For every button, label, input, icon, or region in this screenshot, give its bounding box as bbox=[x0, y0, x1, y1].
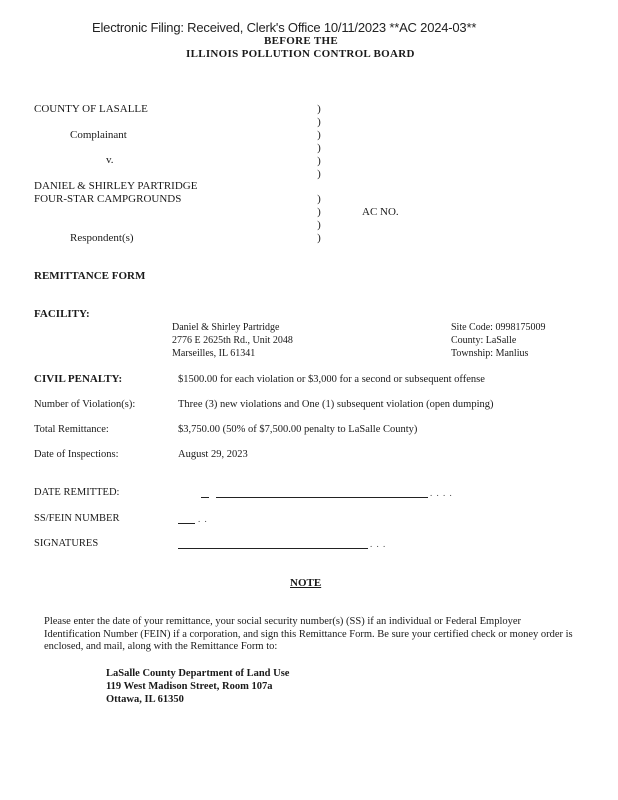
inspection-date-label: Date of Inspections: bbox=[34, 449, 119, 460]
note-title: NOTE bbox=[290, 577, 322, 589]
facility-township: Township: Manlius bbox=[451, 348, 529, 359]
caption-ac-number: AC NO. bbox=[362, 206, 399, 218]
caption-respondent-name-1: DANIEL & SHIRLEY PARTRIDGE bbox=[34, 180, 198, 192]
date-remitted-line-dots: . . . . bbox=[430, 488, 453, 498]
caption-paren: ) bbox=[317, 155, 321, 167]
facility-county: County: LaSalle bbox=[451, 335, 517, 346]
facility-address-line-2: 2776 E 2625th Rd., Unit 2048 bbox=[172, 335, 293, 346]
mail-to-line-3: Ottawa, IL 61350 bbox=[106, 694, 184, 705]
mail-to-line-1: LaSalle County Department of Land Use bbox=[106, 668, 290, 679]
num-violations-value: Three (3) new violations and One (1) subsequent violation (open dumping) bbox=[178, 399, 494, 410]
caption-complainant: Complainant bbox=[70, 129, 127, 141]
signature-line[interactable] bbox=[178, 548, 368, 549]
civil-penalty-label: CIVIL PENALTY: bbox=[34, 373, 123, 385]
caption-respondent-name-2: FOUR-STAR CAMPGROUNDS bbox=[34, 193, 182, 205]
caption-paren: ) bbox=[317, 116, 321, 128]
total-remittance-value: $3,750.00 (50% of $7,500.00 penalty to LaSalle County) bbox=[178, 424, 418, 435]
inspection-date-value: August 29, 2023 bbox=[178, 449, 248, 460]
heading-line-1: BEFORE THE bbox=[264, 35, 339, 47]
caption-paren: ) bbox=[317, 168, 321, 180]
facility-address-line-3: Marseilles, IL 61341 bbox=[172, 348, 256, 359]
total-remittance-label: Total Remittance: bbox=[34, 424, 109, 435]
caption-paren: ) bbox=[317, 219, 321, 231]
facility-site-code: Site Code: 0998175009 bbox=[451, 322, 546, 333]
form-title: REMITTANCE FORM bbox=[34, 270, 146, 282]
caption-versus: v. bbox=[106, 154, 114, 166]
caption-paren: ) bbox=[317, 206, 321, 218]
filing-stamp: Electronic Filing: Received, Clerk's Office 10/11/2023 **AC 2024-03** bbox=[92, 20, 477, 35]
facility-label: FACILITY: bbox=[34, 308, 90, 320]
ss-fein-label: SS/FEIN NUMBER bbox=[34, 513, 120, 524]
caption-paren: ) bbox=[317, 232, 321, 244]
date-remitted-line[interactable] bbox=[201, 497, 209, 498]
caption-county: COUNTY OF LASALLE bbox=[34, 103, 148, 115]
date-remitted-label: DATE REMITTED: bbox=[34, 487, 120, 498]
caption-paren: ) bbox=[317, 129, 321, 141]
ss-fein-line-dots: . . bbox=[198, 514, 208, 524]
ss-fein-line[interactable] bbox=[178, 523, 195, 524]
caption-respondent: Respondent(s) bbox=[70, 232, 134, 244]
caption-paren: ) bbox=[317, 193, 321, 205]
date-remitted-line[interactable] bbox=[216, 497, 428, 498]
civil-penalty-value: $1500.00 for each violation or $3,000 for a second or subsequent offense bbox=[178, 374, 485, 385]
num-violations-label: Number of Violation(s): bbox=[34, 399, 136, 410]
signature-line-dots: . . . bbox=[370, 539, 387, 549]
signature-label: SIGNATURES bbox=[34, 538, 99, 549]
heading-line-2: ILLINOIS POLLUTION CONTROL BOARD bbox=[186, 48, 415, 60]
mail-to-line-2: 119 West Madison Street, Room 107a bbox=[106, 681, 273, 692]
caption-paren: ) bbox=[317, 142, 321, 154]
facility-address-line-1: Daniel & Shirley Partridge bbox=[172, 322, 280, 333]
caption-paren: ) bbox=[317, 103, 321, 115]
note-paragraph: Please enter the date of your remittance, your social security number(s) (SS) if an individual or Federal Employer Identification Number (FEIN) if a corporation, and sign this Remittance Form. Be sure your certified check or money order is enclosed, and mail, along with the Remittance Form to: bbox=[44, 616, 573, 653]
